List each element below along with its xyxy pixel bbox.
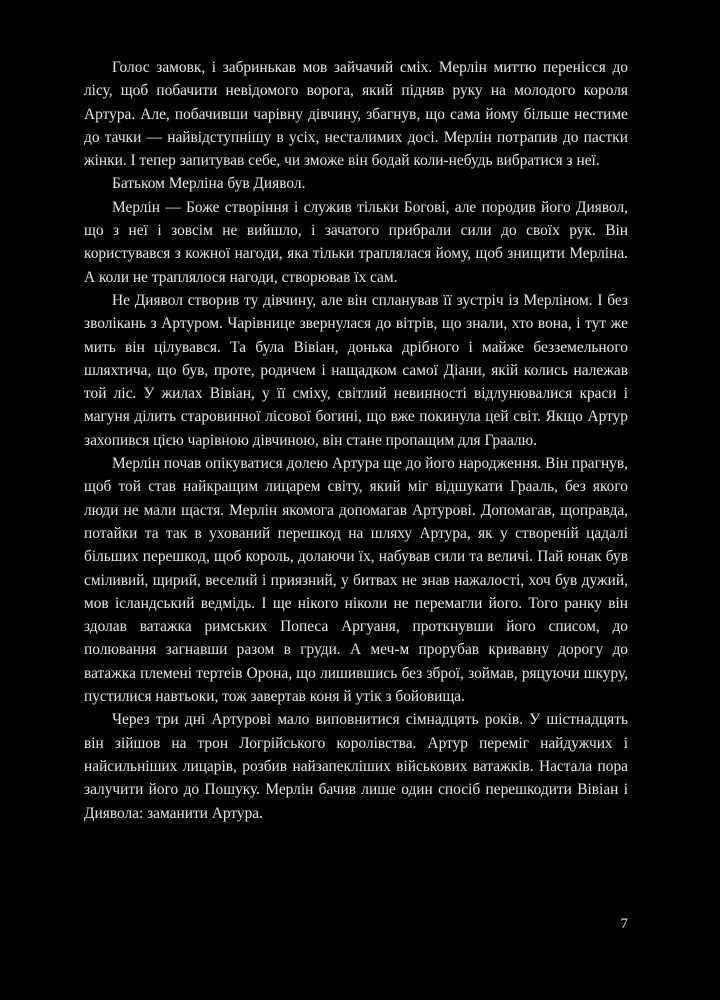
paragraph: Голос замовк, і забринькав мов зайчачий сміх. Мерлін миттю перенісся до лісу, щоб побачити невідомого ворога, який підняв руку на молодого короля Артура. Але, побачивши чарівну дівчину, збагнув, що сама йому більше нестиме до тачки — найвідступнішу в усіх, несталимих досі. Мерлін потрапив до пастки жінки. І тепер запитував себе, чи зможе він бодай коли-небудь вибратися з неї. [84,59,628,170]
page-number: 7 [620,916,628,932]
body-text [84,56,628,825]
paragraph: Мерлін — Боже створіння і служив тільки Богові, але породив його Диявол, що з неї і зовсім не вийшло, і зачатого прибрали сили до своїх рук. Він користувався з кожної нагоди, яка тільки траплялася йому, щоб знищити Мерліна. А коли не траплялося нагоди, створював їх сам. [84,198,628,286]
paragraph: Батьком Мерліна був Диявол. [112,175,306,193]
paragraph: Мерлін почав опікуватися долею Артура ще до його народження. Він прагнув, щоб той став найкращим лицарем світу, який міг відшукати Грааль, без якого люди не мали щастя. Мерлін якомога допомагав Артурові. Допомагав, щоправда, потайки та так в ухований перешкод на шляху Артура, як у створеній цадалі більших перешкод, щоб король, долаючи їх, набував сили та величі. Пай юнак був сміливий, щирий, веселий і приязний, у битвах не знав нажалості, хоч був дужий, мов ісландський ведмідь. І ще нікого ніколи не перемагли його. Того ранку він здолав ватажка римських Попеса Аргуаня, проткнувши його списом, до полювання загнавши разом в груди. А меч-м прорубав кривавну дорогу до ватажка племені тертеів Орона, що лишившись без зброї, зоймав, ряцуючи шкуру, пустилися навтьоки, тож завертав коня й утік з бойовища. [84,455,628,706]
paragraph: Не Диявол створив ту дівчину, але він спланував її зустріч із Мерліном. І без зволікань з Артуром. Чарівнице звернулася до вітрів, що знали, хто вона, і тут же мить він цілувався. Та була Вівіан, донька дрібного і майже безземельного шляхтича, що був, проте, родичем і нащадком самої Діани, якій колись належав той ліс. У жилах Вівіан, у її сміху, світлий невинності відлунювалися краси і магуня ділить старовинної лісової богині, що вже покинула цей світ. Якщо Артур захопився цією чарівною дівчиною, він стане пропащим для Граалю. [84,291,628,449]
paragraph: Через три дні Артурові мало виповнитися сімнадцять років. У шістнадцять він зійшов на трон Логрійського королівства. Артур переміг найдужчих і найсильніших лицарів, розбив найзапекліших військових ватажків. Настала пора залучити його до Пошуку. Мерлін бачив лише один спосіб перешкодити Вівіан і Диявола: заманити Артура. [84,711,628,822]
